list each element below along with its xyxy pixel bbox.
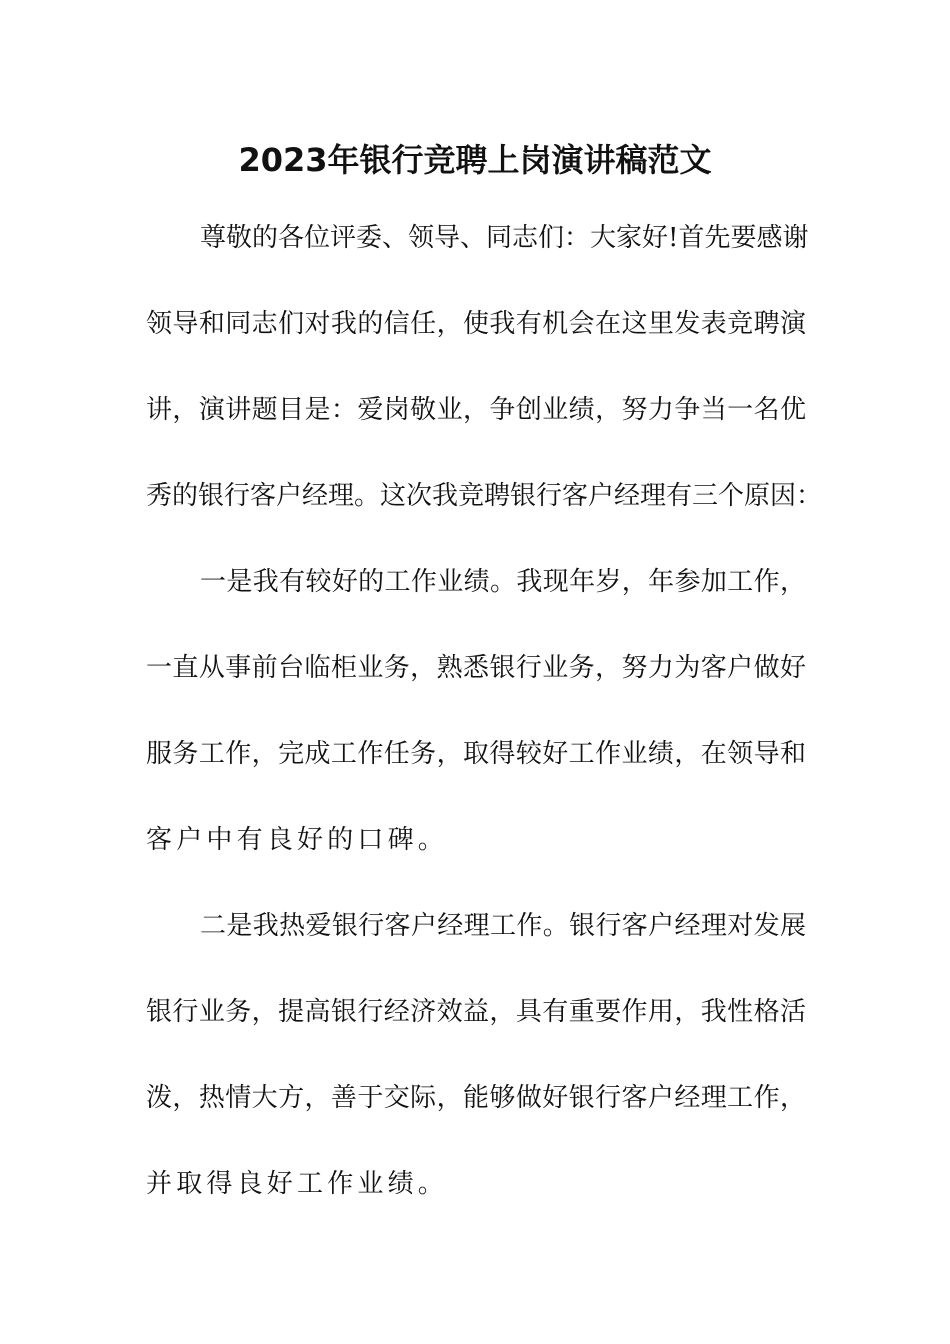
paragraph-line: 银行业务，提高银行经济效益，具有重要作用，我性格活: [146, 997, 806, 1027]
paragraph-line: 领导和同志们对我的信任，使我有机会在这里发表竞聘演: [146, 309, 806, 339]
paragraph-line: 一直从事前台临柜业务，熟悉银行业务，努力为客户做好: [146, 653, 806, 683]
paragraph-line: 二是我热爱银行客户经理工作。银行客户经理对发展: [200, 911, 806, 941]
paragraph-line: 泼，热情大方，善于交际，能够做好银行客户经理工作，: [146, 1083, 806, 1113]
paragraph-line: 服务工作，完成工作任务，取得较好工作业绩，在领导和: [146, 739, 806, 769]
paragraph-line: 客户中有良好的口碑。: [146, 825, 449, 855]
paragraph-line: 讲，演讲题目是：爱岗敬业，争创业绩，努力争当一名优: [146, 395, 806, 425]
paragraph-line: 尊敬的各位评委、领导、同志们：大家好!首先要感谢: [200, 223, 809, 253]
paragraph-line: 秀的银行客户经理。这次我竞聘银行客户经理有三个原因：: [146, 481, 823, 511]
paragraph-line: 并取得良好工作业绩。: [146, 1169, 449, 1199]
document-title: 2023年银行竞聘上岗演讲稿范文: [238, 141, 712, 179]
paragraph-line: 一是我有较好的工作业绩。我现年岁，年参加工作，: [200, 567, 806, 597]
